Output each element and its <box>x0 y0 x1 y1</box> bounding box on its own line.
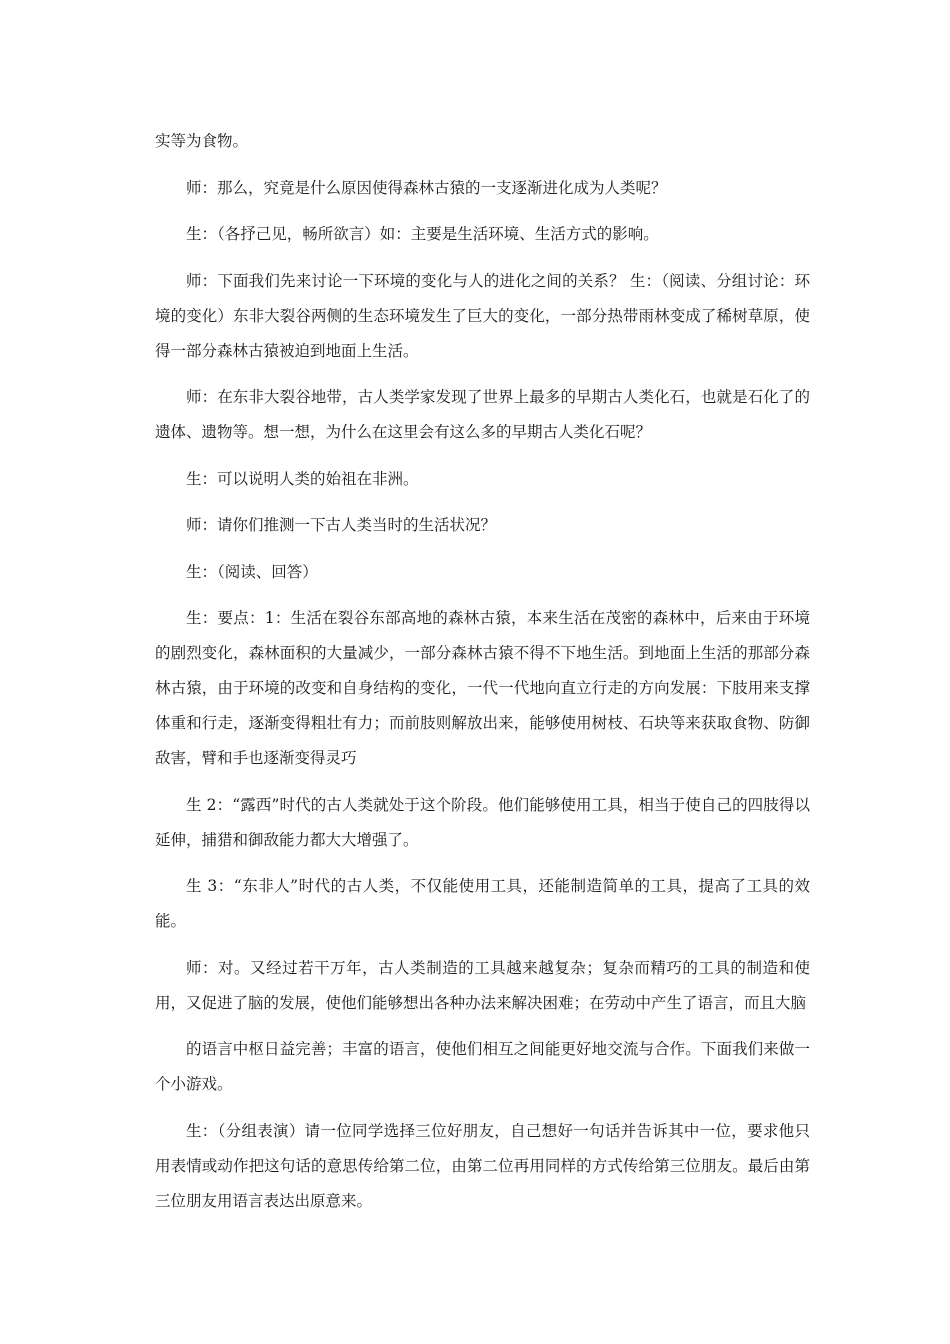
paragraph: 生：（各抒己见，畅所欲言）如：主要是生活环境、生活方式的影响。 <box>186 225 659 243</box>
document-body <box>155 124 810 1230</box>
paragraph: 的语言中枢日益完善；丰富的语言，使他们相互之间能更好地交流与合作。下面我们来做一个小游戏。 <box>155 1040 810 1093</box>
paragraph: 生：可以说明人类的始祖在非洲。 <box>186 469 419 488</box>
paragraph: 实等为食物。 <box>155 132 249 150</box>
paragraph: 生：（分组表演）请一位同学选择三位好朋友，自己想好一句话并告诉其中一位，要求他只用表情或动作把这句话的意思传给第二位，由第二位再用同样的方式传给第三位朋友。最后由第三位朋友用语言表达出原意来。 <box>155 1121 810 1210</box>
paragraph: 生：要点：1：生活在裂谷东部高地的森林古猿，本来生活在茂密的森林中，后来由于环境的剧烈变化，森林面积的大量减少，一部分森林古猿不得不下地生活。到地面上生活的那部分森林古猿，由于环境的改变和自身结构的变化，一代一代地向直立行走的方向发展：下肢用来支撑体重和行走，逐渐变得粗壮有力；而前肢则解放出来，能够使用树枝、石块等来获取食物、防御敌害，臂和手也逐渐变得灵巧 <box>155 609 810 767</box>
paragraph: 师：那么，究竟是什么原因使得森林古猿的一支逐渐进化成为人类呢？ <box>186 178 667 197</box>
paragraph: 师：对。又经过若干万年，古人类制造的工具越来越复杂；复杂而精巧的工具的制造和使用，又促进了脑的发展，使他们能够想出各种办法来解决困难；在劳动中产生了语言，而且大脑 <box>155 958 810 1012</box>
paragraph: 师：在东非大裂谷地带，古人类学家发现了世界上最多的早期古人类化石，也就是石化了的遗体、遗物等。想一想，为什么在这里会有这么多的早期古人类化石呢？ <box>155 388 810 441</box>
paragraph: 生：（阅读、回答） <box>186 562 318 581</box>
paragraph: 生 3：“东非人”时代的古人类，不仅能使用工具，还能制造简单的工具，提高了工具的效能。 <box>155 877 810 930</box>
paragraph: 师：请你们推测一下古人类当时的生活状况？ <box>186 516 497 534</box>
paragraph: 生 2：“露西”时代的古人类就处于这个阶段。他们能够使用工具，相当于使自己的四肢得以延伸，捕猎和御敌能力都大大增强了。 <box>155 795 810 849</box>
paragraph: 师：下面我们先来讨论一下环境的变化与人的进化之间的关系？ 生：（阅读、分组讨论：环境的变化）东非大裂谷两侧的生态环境发生了巨大的变化，一部分热带雨林变成了稀树草原，使得一部分森林古猿被迫到地面上生活。 <box>155 271 810 360</box>
